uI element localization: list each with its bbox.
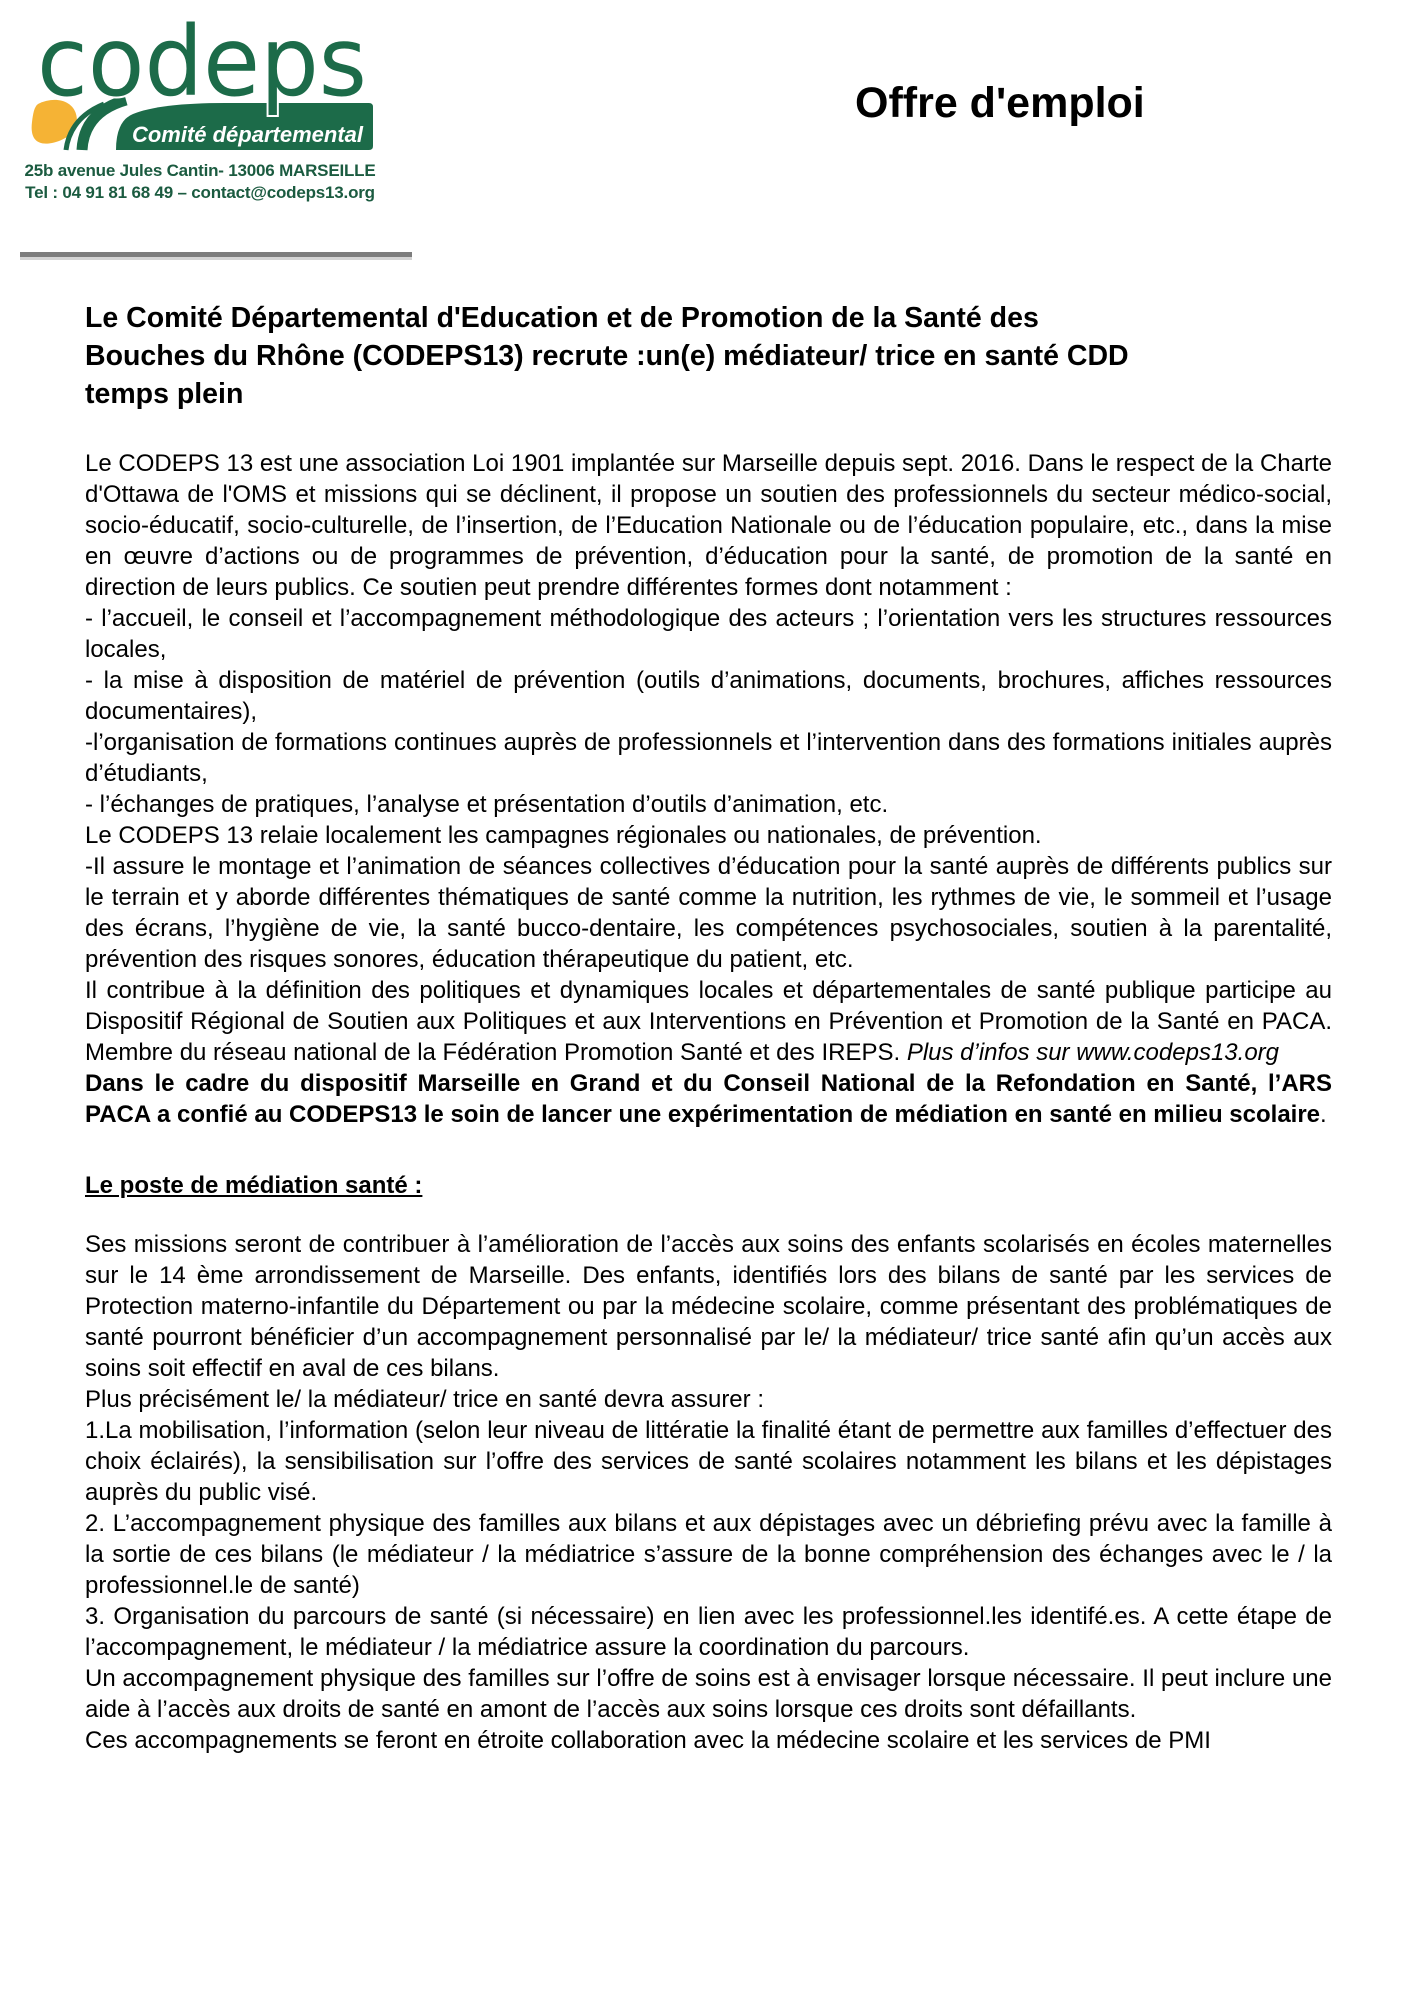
section-heading-text: Le poste de médiation santé :	[85, 1172, 423, 1199]
job-heading-line-3: temps plein	[85, 378, 244, 410]
website-note: Plus d’infos sur www.codeps13.org	[906, 1039, 1279, 1066]
callout-paragraph	[85, 1068, 1332, 1130]
mission-paragraph: Ces accompagnements se feront en étroite collaboration avec la médecine scolaire et les services de PMI	[85, 1727, 1211, 1754]
intro-list-item: -l’organisation de formations continues auprès de professionnels et l’intervention dans des formations initiales auprès d’étudiants,	[85, 729, 1332, 787]
intro-list-item: - l’accueil, le conseil et l’accompagnement méthodologique des acteurs ; l’orientation vers les structures ressources locales,	[85, 605, 1332, 663]
job-heading-line-2: Bouches du Rhône (CODEPS13) recrute :un(e) médiateur/ trice en santé CDD	[85, 340, 1129, 372]
missions-section	[85, 1229, 1332, 1756]
mission-paragraph: Un accompagnement physique des familles sur l’offre de soins est à envisager lorsque nécessaire. Il peut inclure une aide à l’accès aux droits de santé en amont de l’accès aux soins lorsque ces droits sont défaillants.	[85, 1665, 1332, 1723]
callout-text: Dans le cadre du dispositif Marseille en Grand et du Conseil National de la Refondation en Santé, l’ARS PACA a confié au CODEPS13 le soin de lancer une expérimentation de médiation en santé en milieu scolaire	[85, 1070, 1332, 1128]
logo-tagline: Comité départemental	[131, 122, 363, 147]
mission-item: 1.La mobilisation, l’information (selon leur niveau de littératie la finalité étant de permettre aux familles d’effectuer des choix éclairés), la sensibilisation sur l’offre des services de santé scolaires notamment les bilans et les dépistages auprès du public visé.	[85, 1417, 1332, 1506]
address-line-1: 25b avenue Jules Cantin- 13006 MARSEILLE	[24, 161, 376, 180]
intro-paragraph: Le CODEPS 13 relaie localement les campagnes régionales ou nationales, de prévention.	[85, 822, 1042, 849]
document-body	[85, 299, 1332, 1756]
logo-wordmark: codeps	[37, 8, 367, 118]
intro-section	[85, 448, 1332, 1130]
network-paragraph	[85, 975, 1332, 1068]
brand-block	[0, 8, 420, 204]
page-title: Offre d'emploi	[855, 79, 1145, 127]
job-heading-line-1: Le Comité Départemental d'Education et de Promotion de la Santé des	[85, 302, 1039, 334]
callout-suffix: .	[1320, 1101, 1327, 1128]
network-text: Il contribue à la définition des politiques et dynamiques locales et départementales de santé publique participe au Dispositif Régional de Soutien aux Politiques et aux Interventions en Prévention et Promotion de la Santé en PACA. Membre du réseau national de la Fédération Promotion Santé et des IREPS.	[85, 977, 1332, 1066]
intro-list-item: - l’échanges de pratiques, l’analyse et présentation d’outils d’animation, etc.	[85, 791, 889, 818]
title-area	[420, 8, 1415, 126]
mission-item: 3. Organisation du parcours de santé (si nécessaire) en lien avec les professionnel.les identifé.es. A cette étape de l’accompagnement, le médiateur / la médiatrice assure la coordination du parcours.	[85, 1603, 1332, 1661]
codeps-logo	[20, 8, 380, 158]
header	[0, 0, 1415, 204]
mission-item: 2. L’accompagnement physique des familles aux bilans et aux dépistages avec un débriefing prévu avec la famille à la sortie de ces bilans (le médiateur / la médiatrice s’assure de la bonne compréhension des échanges avec le / la professionnel.le de santé)	[85, 1510, 1332, 1599]
address-line-2: Tel : 04 91 81 68 49 – contact@codeps13.org	[25, 183, 375, 202]
org-address	[0, 160, 400, 204]
mission-paragraph: Plus précisément le/ la médiateur/ trice en santé devra assurer :	[85, 1386, 764, 1413]
divider-thin-line	[20, 257, 412, 260]
divider	[20, 252, 412, 260]
mission-paragraph: Ses missions seront de contribuer à l’amélioration de l’accès aux soins des enfants scolarisés en écoles maternelles sur le 14 ème arrondissement de Marseille. Des enfants, identifiés lors des bilans de santé par les services de Protection materno-infantile du Département ou par la médecine scolaire, comme présentant des problématiques de santé pourront bénéficier d’un accompagnement personnalisé par le/ la médiateur/ trice santé afin qu’un accès aux soins soit effectif en aval de ces bilans.	[85, 1231, 1332, 1382]
intro-list-item: - la mise à disposition de matériel de prévention (outils d’animations, documents, brochures, affiches ressources documentaires),	[85, 667, 1332, 725]
section-heading	[85, 1170, 1332, 1201]
intro-paragraph: -Il assure le montage et l’animation de séances collectives d’éducation pour la santé auprès de différents publics sur le terrain et y aborde différentes thématiques de santé comme la nutrition, les rythmes de vie, le sommeil et l’usage des écrans, l’hygiène de vie, la santé bucco-dentaire, les compétences psychosociales, soutien à la parentalité, prévention des risques sonores, éducation thérapeutique du patient, etc.	[85, 853, 1332, 973]
intro-paragraph: Le CODEPS 13 est une association Loi 1901 implantée sur Marseille depuis sept. 2016. Dans le respect de la Charte d'Ottawa de l'OMS et missions qui se déclinent, il propose un soutien des professionnels du secteur médico-social, socio-éducatif, socio-culturelle, de l’insertion, de l’Education Nationale ou de l’éducation populaire, etc., dans la mise en œuvre d’actions ou de programmes de prévention, d’éducation pour la santé, de promotion de la santé en direction de leurs publics. Ce soutien peut prendre différentes formes dont notamment :	[85, 450, 1332, 601]
job-heading	[85, 299, 1332, 413]
